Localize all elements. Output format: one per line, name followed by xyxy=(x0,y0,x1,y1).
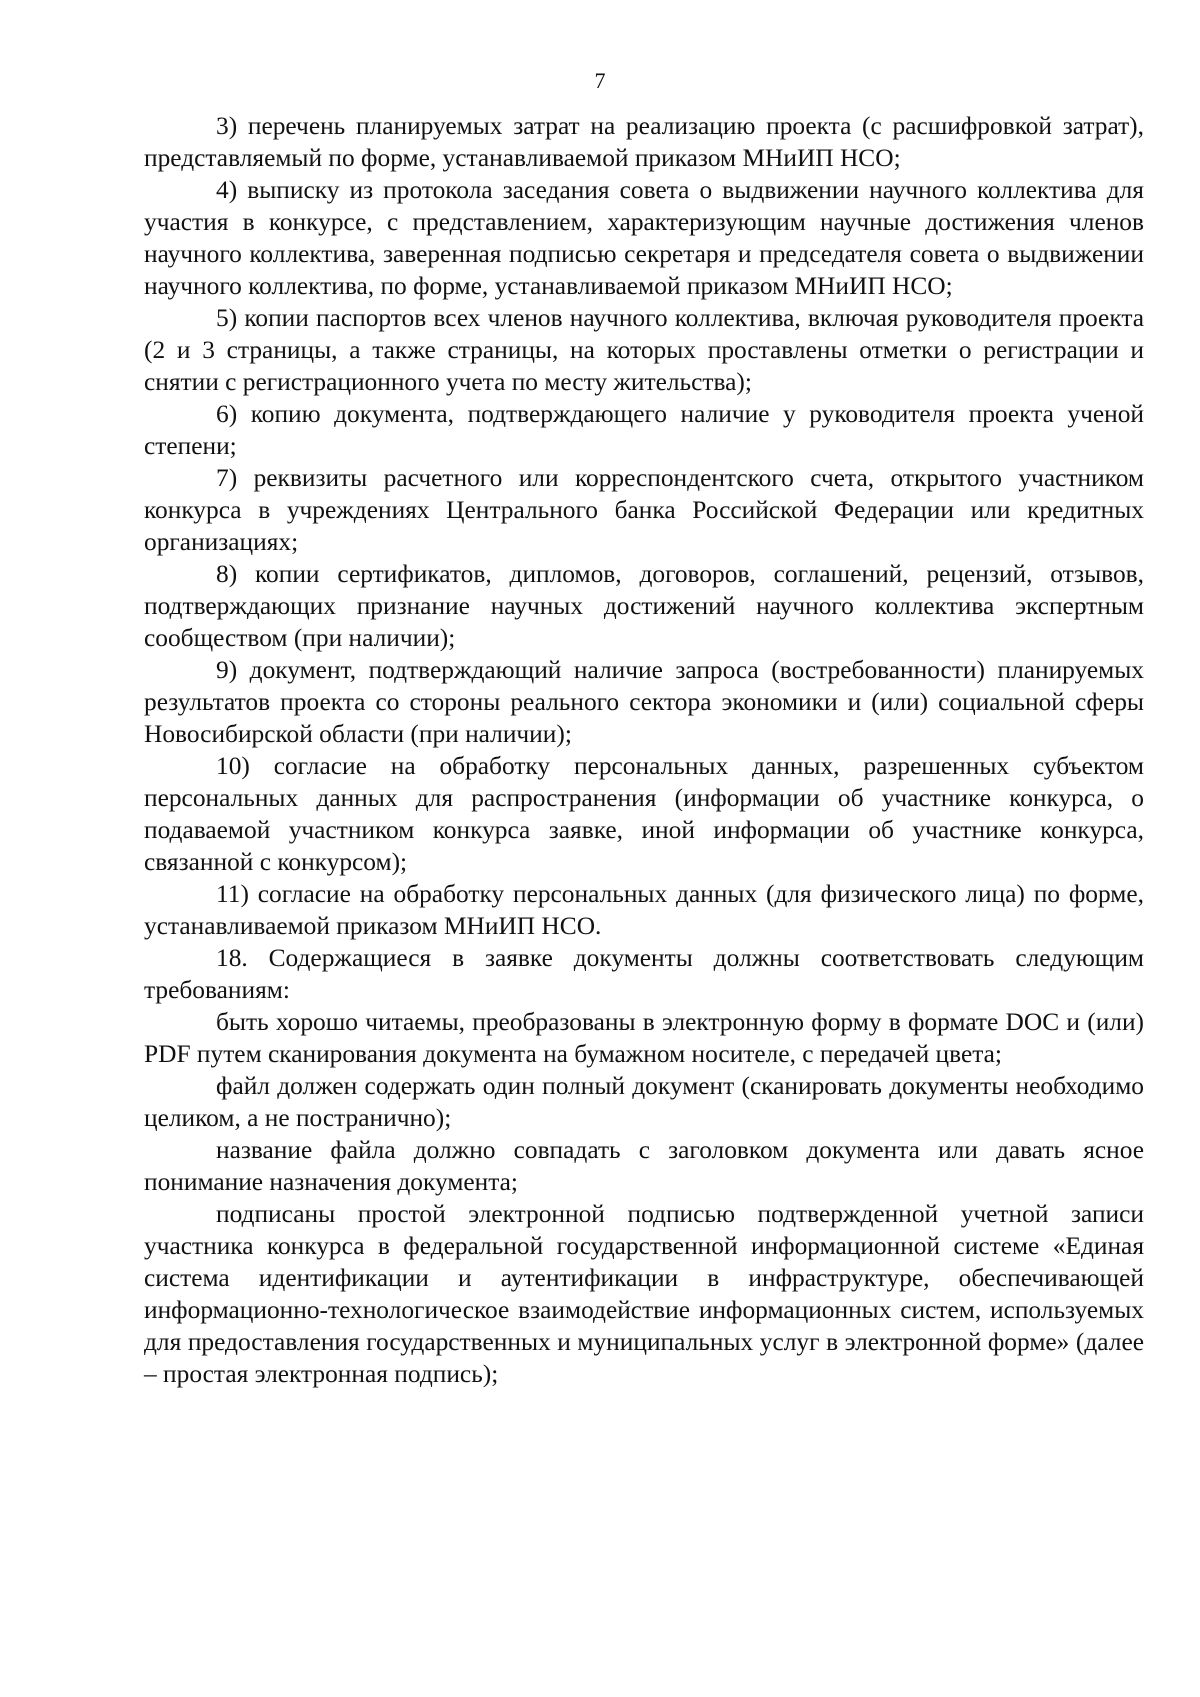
section-18-heading: 18. Содержащиеся в заявке документы должны соответствовать следующим требованиям: xyxy=(144,944,1144,1004)
document-body xyxy=(144,110,1144,1390)
requirement-readable: быть хорошо читаемы, преобразованы в электронную форму в формате DOC и (или) PDF путем сканирования документа на бумажном носителе, с передачей цвета; xyxy=(144,1008,1144,1068)
list-item-7-bank-details: 7) реквизиты расчетного или корреспондентского счета, открытого участником конкурса в учреждениях Центрального банка Российской Федерации или кредитных организациях; xyxy=(144,464,1144,556)
list-item-9-demand-document: 9) документ, подтверждающий наличие запроса (востребованности) планируемых результатов проекта со стороны реального сектора экономики и (или) социальной сферы Новосибирской области (при наличии); xyxy=(144,656,1144,748)
list-item-8-certificates: 8) копии сертификатов, дипломов, договоров, соглашений, рецензий, отзывов, подтверждающих признание научных достижений научного коллектива экспертным сообществом (при наличии); xyxy=(144,560,1144,652)
list-item-3-cost-estimate: 3) перечень планируемых затрат на реализацию проекта (с расшифровкой затрат), представляемый по форме, устанавливаемой приказом МНиИП НСО; xyxy=(144,112,1144,172)
page-number: 7 xyxy=(594,68,606,93)
requirement-electronic-signature: подписаны простой электронной подписью подтвержденной учетной записи участника конкурса в федеральной государственной информационной системе «Единая система идентификации и аутентификации в инфраструктуре, обеспечивающей информационно-технологическое взаимодействие информационных систем, используемых для предоставления государственных и муниципальных услуг в электронной форме» (далее – простая электронная подпись); xyxy=(144,1200,1144,1388)
list-item-5-passport-copies: 5) копии паспортов всех членов научного коллектива, включая руководителя проекта (2 и 3 страницы, а также страницы, на которых проставлены отметки о регистрации и снятии с регистрационного учета по месту жительства); xyxy=(144,304,1144,396)
requirement-file-name: название файла должно совпадать с заголовком документа или давать ясное понимание назначения документа; xyxy=(144,1136,1144,1196)
requirement-single-document: файл должен содержать один полный документ (сканировать документы необходимо целиком, а не постранично); xyxy=(144,1072,1144,1132)
list-item-10-data-consent: 10) согласие на обработку персональных данных, разрешенных субъектом персональных данных для распространения (информации об участнике конкурса, о подаваемой участником конкурса заявке, иной информации об участнике конкурса, связанной с конкурсом); xyxy=(144,752,1144,876)
list-item-6-degree-document: 6) копию документа, подтверждающего наличие у руководителя проекта ученой степени; xyxy=(144,400,1144,460)
list-item-4-council-protocol: 4) выписку из протокола заседания совета о выдвижении научного коллектива для участия в конкурсе, с представлением, характеризующим научные достижения членов научного коллектива, заверенная подписью секретаря и председателя совета о выдвижении научного коллектива, по форме, устанавливаемой приказом МНиИП НСО; xyxy=(144,176,1144,300)
list-item-11-personal-consent: 11) согласие на обработку персональных данных (для физического лица) по форме, устанавливаемой приказом МНиИП НСО. xyxy=(144,880,1144,940)
